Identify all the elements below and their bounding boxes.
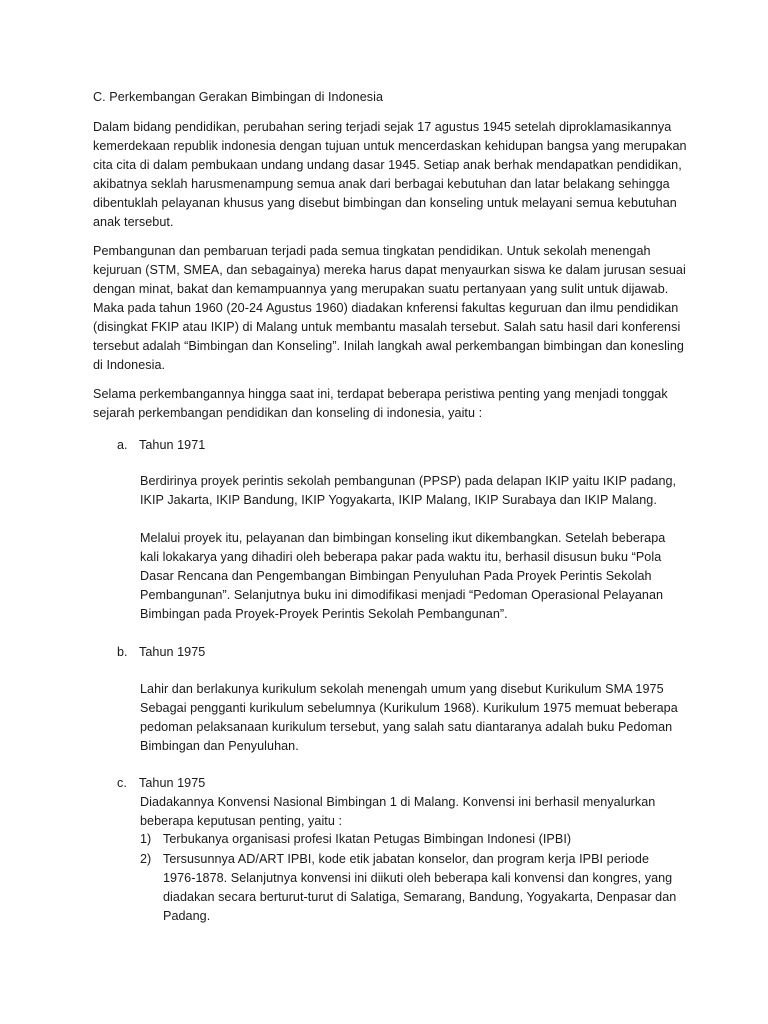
subitem-text: Terbukanya organisasi profesi Ikatan Petugas Bimbingan Indonesi (IPBI) (163, 832, 572, 846)
list-item-a-body: Berdirinya proyek perintis sekolah pembangunan (PPSP) pada delapan IKIP yaitu IKIP padang, IKIP Jakarta, IKIP Bandung, IKIP Yogyakarta, IKIP Malang, IKIP Surabaya dan IKIP Malang. (140, 474, 677, 507)
subitem-number: 1) (140, 832, 152, 846)
paragraph-milestones: Selama perkembangannya hingga saat ini, terdapat beberapa peristiwa penting yang menjadi tonggak sejarah perkembangan pendidikan dan konseling di indonesia, yaitu : (93, 387, 668, 420)
list-marker: a. (117, 438, 128, 452)
list-item-title: Tahun 1971 (139, 438, 206, 452)
list-item-c-body: Diadakannya Konvensi Nasional Bimbingan 1 di Malang. Konvensi ini berhasil menyalurkan beberapa keputusan penting, yaitu : (140, 795, 656, 828)
list-marker: c. (117, 776, 127, 790)
paragraph-intro: Dalam bidang pendidikan, perubahan sering terjadi sejak 17 agustus 1945 setelah diproklamasikannya kemerdekaan republik indonesia dengan tujuan untuk mencerdaskan kehidupan bangsa yang merupakan cita cita di dalam pembukaan undang undang dasar 1945. Setiap anak berhak mendapatkan pendidikan, akibatnya seklah harusmenampung semua anak dari berbagai kebutuhan dan latar belakang sehingga dibentuklah pelayanan khusus yang disebut bimbingan dan konseling untuk melayani semua kebutuhan anak tersebut. (93, 120, 687, 229)
section-heading: C. Perkembangan Gerakan Bimbingan di Indonesia (93, 90, 384, 104)
list-item-a-heading (117, 436, 677, 455)
subitem-text: Tersusunnya AD/ART IPBI, kode etik jabatan konselor, dan program kerja IPBI periode 1976-1878. Selanjutnya konvensi ini diikuti oleh beberapa kali konvensi dan kongres, yang diadakan secara berturut-turut di Salatiga, Semarang, Bandung, Yogyakarta, Denpasar dan Padang. (163, 852, 677, 923)
subitem-number: 2) (140, 852, 152, 866)
list-item-title: Tahun 1975 (139, 645, 206, 659)
list-marker: b. (117, 645, 128, 659)
list-item-title: Tahun 1975 (139, 776, 206, 790)
list-item-b-heading (117, 643, 677, 662)
paragraph-development: Pembangunan dan pembaruan terjadi pada semua tingkatan pendidikan. Untuk sekolah menengah kejuruan (STM, SMEA, dan sebagainya) mereka harus dapat menyaurkan siswa ke dalam jurusan sesuai dengan minat, bakat dan kemampuannya yang merupakan suatu pertanyaan yang sulit untuk dijawab. Maka pada tahun 1960 (20-24 Agustus 1960) diadakan knferensi fakultas keguruan dan ilmu pendidikan (disingkat FKIP atau IKIP) di Malang untuk membantu masalah tersebut. Salah satu hasil dari konferensi tersebut adalah “Bimbingan dan Konseling”. Inilah langkah awal perkembangan bimbingan dan konesling di Indonesia. (93, 244, 686, 372)
list-item-c-heading (117, 774, 677, 793)
list-item-a-body-continued: Melalui proyek itu, pelayanan dan bimbingan konseling ikut dikembangkan. Setelah beberapa kali lokakarya yang dihadiri oleh beberapa pakar pada waktu itu, berhasil disusun buku “Pola Dasar Rencana dan Pengembangan Bimbingan Penyuluhan Pada Proyek Perintis Sekolah Pembangunan”. Selanjutnya buku ini dimodifikasi menjadi “Pedoman Operasional Pelayanan Bimbingan pada Proyek-Proyek Perintis Sekolah Pembangunan”. (140, 531, 666, 621)
list-item-b-body: Lahir dan berlakunya kurikulum sekolah menengah umum yang disebut Kurikulum SMA 1975 Sebagai pengganti kurikulum sebelumnya (Kurikulum 1968). Kurikulum 1975 memuat beberapa pedoman pelaksanaan kurikulum tersebut, yang salah satu diantaranya adalah buku Pedoman Bimbingan dan Penyuluhan. (140, 682, 678, 753)
